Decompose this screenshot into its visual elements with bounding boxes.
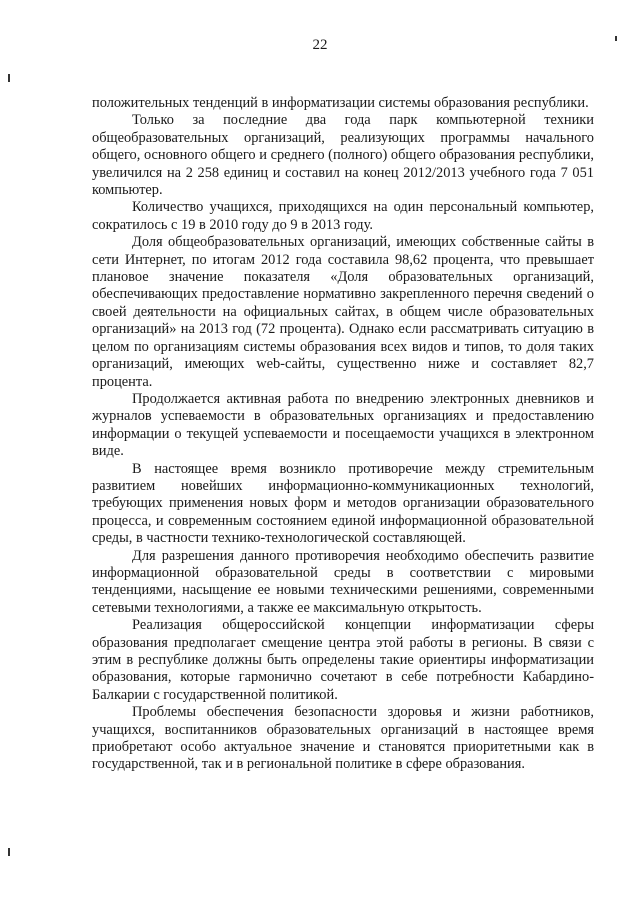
paragraph-resolution: Для разрешения данного противоречия необходимо обеспечить развитие информационной образовательной среды в соответствии с мировыми тенденциями, насыщение ее новыми техническими решениями, современными сетевыми технологиями, а также ее максимальную открытость.	[92, 547, 594, 616]
paragraph-continuation: положительных тенденций в информатизации системы образования республики.	[92, 95, 589, 111]
page-number: 22	[312, 37, 328, 53]
scan-mark-top-left	[8, 74, 10, 82]
paragraph-safety: Проблемы обеспечения безопасности здоровья и жизни работников, учащихся, воспитанников образовательных организаций в настоящее время приобретают особо актуальное значение и становятся приоритетными как в государственной, так и в региональной политике в сфере образования.	[92, 704, 594, 773]
scan-mark-margin-left	[8, 848, 10, 856]
paragraph-electronic-diaries: Продолжается активная работа по внедрению электронных дневников и журналов успеваемости в образовательных организациях и предоставлению информации о текущей успеваемости и посещаемости учащихся в электронном виде.	[92, 390, 594, 460]
paragraph-contradiction: В настоящее время возникло противоречие между стремительным развитием новейших информационно-коммуникационных технологий, требующих применения новых форм и методов организации образовательного процесса, и современным состоянием единой информационной образовательной среды, в частности технико-технологической составляющей.	[92, 460, 594, 547]
paragraph-computer-park: Только за последние два года парк компьютерной техники общеобразовательных организаций, реализующих программы начального общего, основного общего и среднего (полного) общего образования республики, увеличился на 2 258 единиц и составил на конец 2012/2013 учебного года 7 051 компьютер.	[92, 112, 594, 199]
paragraph-websites: Доля общеобразовательных организаций, имеющих собственные сайты в сети Интернет, по итогам 2012 года составила 98,62 процента, что превышает плановое значение показателя «Доля образовательных организаций, обеспечивающих предоставление нормативно закрепленного перечня сведений о своей деятельности на официальных сайтах, в общем числе образовательных организаций» на 2013 год (72 процента). Однако если рассматривать ситуацию в целом по организациям системы образования всех видов и типов, то доля таких организаций, имеющих web-сайты, существенно ниже и составляет 82,7 процента.	[92, 234, 594, 390]
scan-mark-top-right	[615, 36, 617, 41]
paragraph-concept: Реализация общероссийской концепции информатизации сферы образования предполагает смещение центра этой работы в регионы. В связи с этим в республике должны быть определены такие ориентиры информатизации образования, которые гармонично сочетают в себе потребности Кабардино-Балкарии с государственной политикой.	[92, 617, 594, 703]
document-body	[92, 95, 594, 774]
paragraph-students-per-computer: Количество учащихся, приходящихся на один персональный компьютер, сократилось с 19 в 2010 году до 9 в 2013 году.	[92, 199, 594, 233]
